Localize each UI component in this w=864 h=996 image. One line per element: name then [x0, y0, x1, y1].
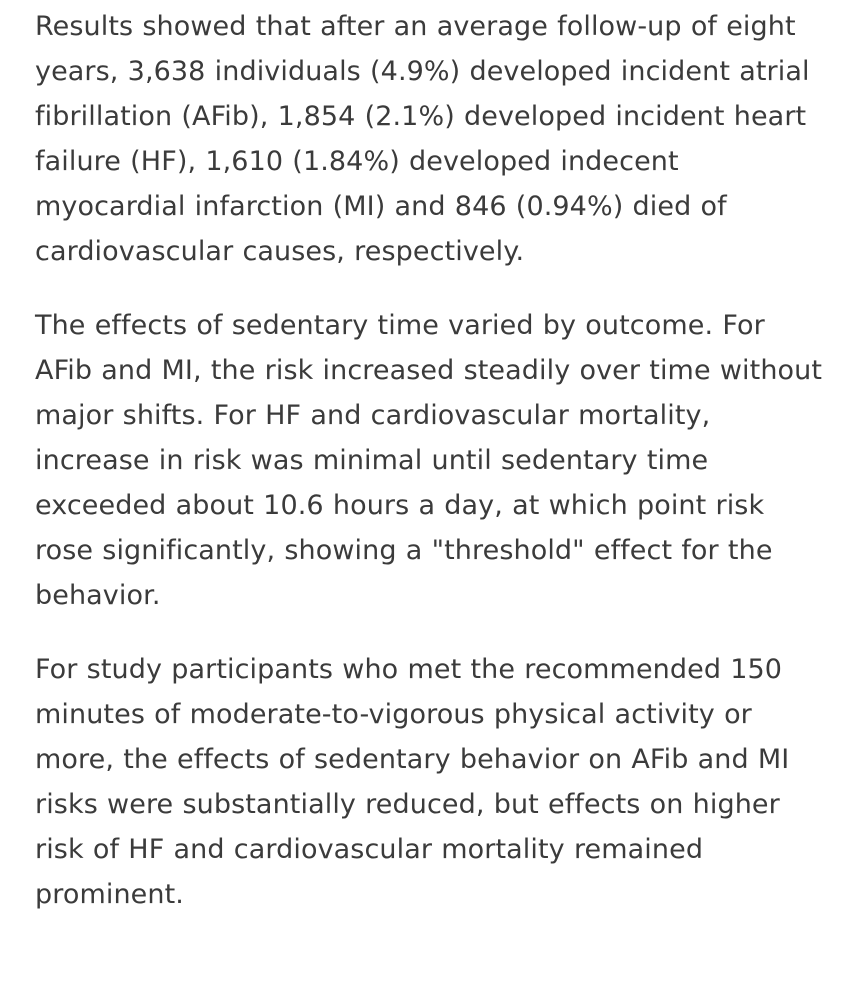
- paragraph-physical-activity-findings: For study participants who met the recommended 150 minutes of moderate-to-vigorous physical activity or more, the effects of sedentary behavior on AFib and MI risks were substantially reduced, but effects on higher risk of HF and cardiovascular mortality remained prominent.: [35, 654, 790, 910]
- paragraph-sedentary-time-effects: The effects of sedentary time varied by outcome. For AFib and MI, the risk increased steadily over time without major shifts. For HF and cardiovascular mortality, increase in risk was minimal until sedentary time exceeded about 10.6 hours a day, at which point risk rose significantly, showing a "threshold" effect for the behavior.: [35, 310, 823, 611]
- paragraph-results-statistics: Results showed that after an average follow-up of eight years, 3,638 individuals (4.9%) developed incident atrial fibrillation (AFib), 1,854 (2.1%) developed incident heart failure (HF), 1,610 (1.84%) developed indecent myocardial infarction (MI) and 846 (0.94%) died of cardiovascular causes, respectively.: [35, 11, 810, 267]
